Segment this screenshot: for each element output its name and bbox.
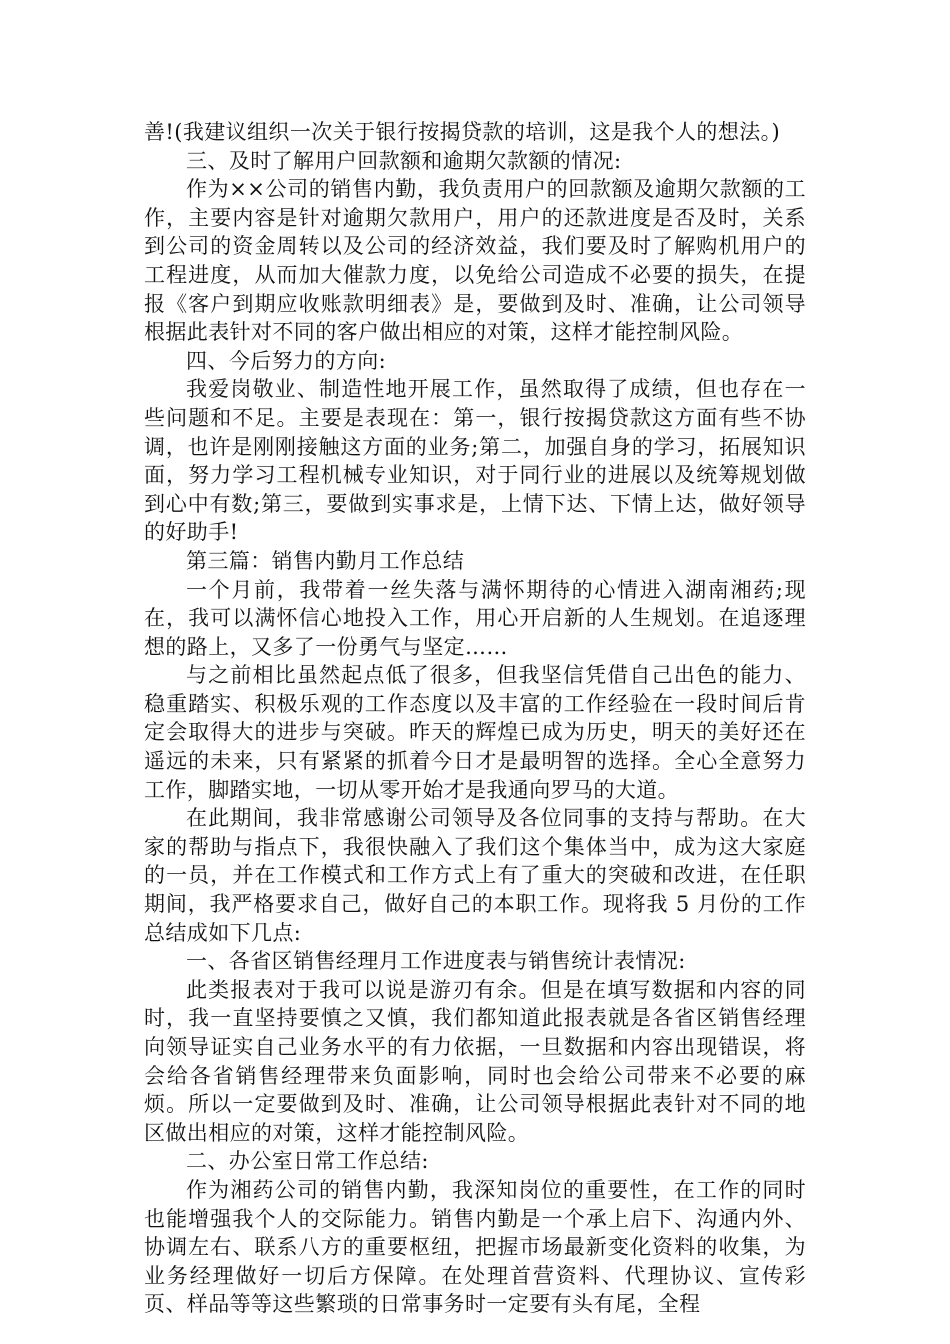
paragraph: 作为湘药公司的销售内勤，我深知岗位的重要性，在工作的同时也能增强我个人的交际能力。销售内勤是一个承上启下、沟通内外、协调左右、联系八方的重要枢纽，把握市场最新变化资料的收集，为业务经理做好一切后方保障。在处理首营资料、代理协议、宣传彩页、样品等等这些繁琐的日常事务时一定要有头有尾，全程: [144, 1177, 806, 1317]
paragraph: 在此期间，我非常感谢公司领导及各位同事的支持与帮助。在大家的帮助与指点下，我很快融入了我们这个集体当中，成为这大家庭的一员，并在工作模式和工作方式上有了重大的突破和改进，在任职期间，我严格要求自己，做好自己的本职工作。现将我 5 月份的工作总结成如下几点:: [144, 806, 806, 945]
article-title: 第三篇：销售内勤月工作总结: [186, 548, 465, 573]
paragraph: 善!(我建议组织一次关于银行按揭贷款的培训，这是我个人的想法。): [144, 120, 781, 144]
document-body: [144, 118, 806, 1319]
paragraph: 我爱岗敬业、制造性地开展工作，虽然取得了成绩，但也存在一些问题和不足。主要是表现在：第一，银行按揭贷款这方面有些不协调，也许是刚刚接触这方面的业务;第二，加强自身的学习，拓展知识面，努力学习工程机械专业知识，对于同行业的进展以及统筹规划做到心中有数;第三，要做到实事求是，上情下达、下情上达，做好领导的好助手!: [144, 377, 806, 545]
paragraph: 一个月前，我带着一丝失落与满怀期待的心情进入湖南湘药;现在，我可以满怀信心地投入工作，用心开启新的人生规划。在追逐理想的路上，又多了一份勇气与坚定……: [144, 577, 806, 659]
section-heading: 三、及时了解用户回款额和逾期欠款额的情况:: [186, 148, 622, 173]
section-heading: 四、今后努力的方向:: [186, 348, 387, 373]
paragraph: 此类报表对于我可以说是游刃有余。但是在填写数据和内容的同时，我一直坚持要慎之又慎，我们都知道此报表就是各省区销售经理向领导证实自己业务水平的有力依据，一旦数据和内容出现错误，将会给各省销售经理带来负面影响，同时也会给公司带来不必要的麻烦。所以一定要做到及时、准确，让公司领导根据此表针对不同的地区做出相应的对策，这样才能控制风险。: [144, 977, 806, 1145]
section-heading: 二、办公室日常工作总结:: [186, 1149, 429, 1174]
paragraph: 作为××公司的销售内勤，我负责用户的回款额及逾期欠款额的工作，主要内容是针对逾期欠款用户，用户的还款进度是否及时，关系到公司的资金周转以及公司的经济效益，我们要及时了解购机用户的工程进度，从而加大催款力度，以免给公司造成不必要的损失，在提报《客户到期应收账款明细表》是，要做到及时、准确，让公司领导根据此表针对不同的客户做出相应的对策，这样才能控制风险。: [144, 177, 806, 345]
section-heading: 一、各省区销售经理月工作进度表与销售统计表情况:: [186, 949, 686, 974]
paragraph: 与之前相比虽然起点低了很多，但我坚信凭借自己出色的能力、稳重踏实、积极乐观的工作态度以及丰富的工作经验在一段时间后肯定会取得大的进步与突破。昨天的辉煌已成为历史，明天的美好还在遥远的未来，只有紧紧的抓着今日才是最明智的选择。全心全意努力工作，脚踏实地，一切从零开始才是我通向罗马的大道。: [144, 663, 806, 802]
